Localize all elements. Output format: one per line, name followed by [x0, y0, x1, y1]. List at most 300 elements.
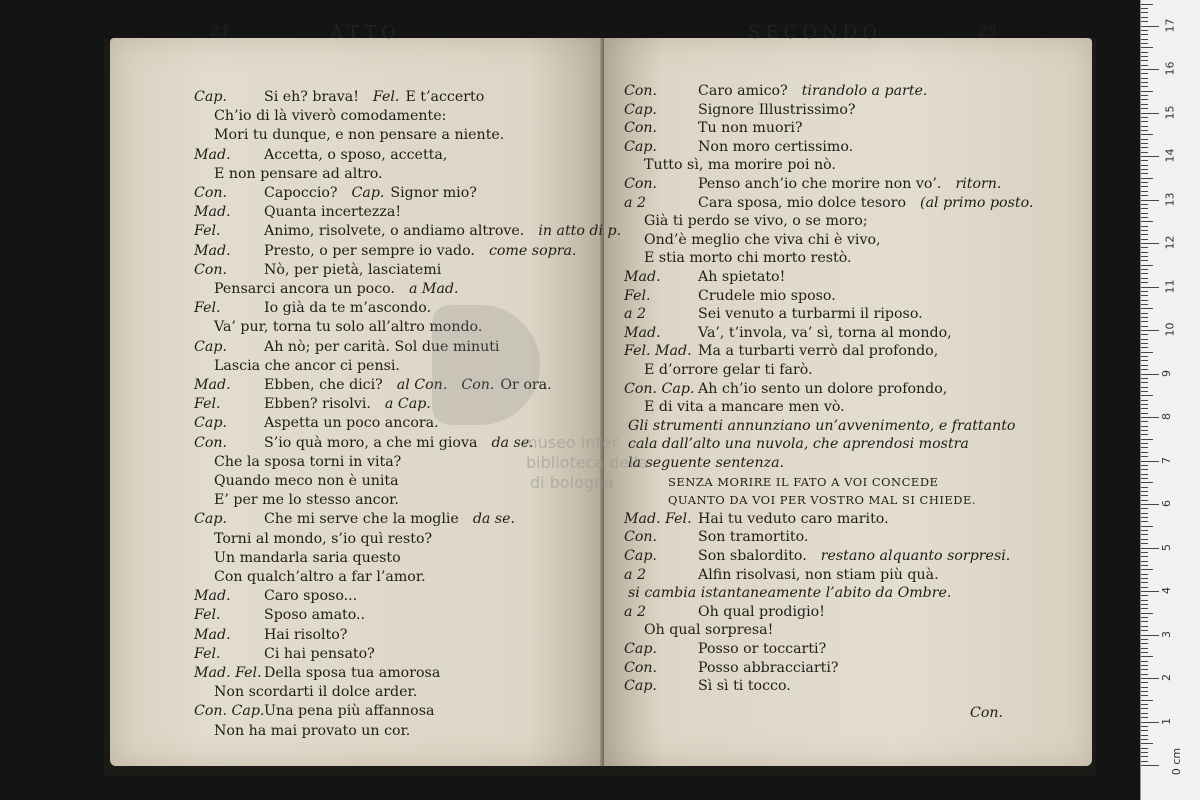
right-verse-line: Signore Illustrissimo?	[698, 101, 856, 118]
left-speaker: Fel.	[194, 607, 221, 624]
ruler-number: 13	[1163, 192, 1177, 206]
left-verse-line: Torni al mondo, s’io quì resto?	[214, 530, 433, 547]
right-verse-line: Ma a turbarti verrò dal profondo,	[698, 343, 939, 360]
right-speaker: Fel. Mad.	[624, 343, 692, 360]
ruler-tick	[1141, 374, 1159, 375]
left-verse-line: Non ha mai provato un cor.	[214, 722, 411, 739]
ruler-tick	[1141, 413, 1148, 414]
left-verse-line: Capoccio?	[264, 185, 338, 201]
right-verse-line: E stia morto chi morto restò.	[644, 250, 852, 267]
ruler-tick	[1141, 521, 1148, 522]
right-verse-line: Ah ch’io sento un dolore profondo,	[698, 380, 948, 397]
ruler-tick	[1141, 78, 1148, 79]
ruler-tick	[1141, 360, 1148, 361]
right-stage-direction: tirandolo a parte.	[801, 83, 928, 99]
left-verse-line: Caro sposo...	[264, 588, 358, 605]
right-verse-line: Già ti perdo se vivo, o se moro;	[644, 213, 868, 230]
ruler-tick	[1141, 604, 1148, 605]
right-speaker: Cap.	[624, 641, 657, 657]
left-stage-direction: al Con.	[396, 377, 448, 393]
left-verse-line: Io già da te m’ascondo.	[264, 300, 432, 317]
ruler-tick	[1141, 595, 1148, 596]
ruler-tick	[1141, 134, 1153, 135]
ruler-tick	[1141, 430, 1148, 431]
ruler-tick	[1141, 578, 1148, 579]
left-speaker: Mad.	[194, 242, 231, 259]
ruler-tick	[1141, 12, 1148, 13]
ruler-tick	[1141, 287, 1159, 288]
left-verse-line: Animo, risolvete, o andiamo altrove.	[264, 223, 525, 240]
right-stage-direction: Gli strumenti annunziano un’avvenimento, e frattanto	[628, 417, 1016, 434]
ruler-tick	[1141, 343, 1148, 344]
watermark-line-2: biblioteca della	[526, 453, 648, 472]
right-speaker: a 2	[624, 306, 646, 323]
ruler-tick	[1141, 139, 1148, 140]
ruler-tick	[1141, 735, 1148, 736]
right-speaker: Cap.	[624, 101, 657, 118]
ruler-tick	[1141, 243, 1159, 244]
right-verse-line: Ah spietato!	[698, 269, 786, 285]
ruler-tick	[1141, 713, 1148, 714]
ruler-tick	[1141, 722, 1159, 723]
ruler-number: 4	[1160, 587, 1173, 594]
right-speaker: Con.	[624, 659, 658, 676]
watermark-line-1: museo inter	[522, 433, 619, 452]
ruler-tick	[1141, 630, 1148, 631]
right-speaker: Mad.	[624, 324, 661, 341]
ruler-tick	[1141, 169, 1148, 170]
ruler-tick	[1141, 234, 1148, 235]
right-speaker: a 2	[624, 194, 646, 211]
ruler-tick	[1141, 474, 1148, 475]
ruler-tick	[1141, 147, 1148, 148]
ruler-tick	[1141, 408, 1148, 409]
ruler-tick	[1141, 665, 1148, 666]
ruler-tick	[1141, 443, 1148, 444]
ruler-tick	[1141, 143, 1148, 144]
left-speaker: Cap.	[194, 338, 227, 355]
ruler-tick	[1141, 378, 1148, 379]
left-verse-line: Accetta, o sposo, accetta,	[264, 146, 448, 163]
right-stage-direction: restano alquanto sorpresi.	[820, 548, 1011, 564]
right-verse-line: Hai tu veduto caro marito.	[698, 510, 889, 527]
ruler-tick	[1141, 317, 1148, 318]
ruler-tick	[1141, 465, 1148, 466]
right-stage-direction: si cambia istantaneamente l’abito da Ombre.	[628, 585, 952, 602]
right-verse-line: Ond’è meglio che viva chi è vivo,	[644, 231, 881, 248]
ruler-tick	[1141, 626, 1148, 627]
ruler-tick	[1141, 600, 1148, 601]
ruler-tick	[1141, 682, 1148, 683]
left-speaker: Mad.	[194, 377, 231, 393]
left-verse-line: Quanta incertezza!	[264, 204, 402, 221]
left-verse-line: Ci hai pensato?	[264, 645, 375, 662]
left-speaker: Con.	[194, 434, 228, 451]
ruler-number: 2	[1160, 674, 1173, 681]
ruler-tick	[1141, 195, 1148, 196]
ruler-tick	[1141, 186, 1148, 187]
left-stage-direction: in atto di p.	[538, 223, 622, 240]
ruler-tick	[1141, 226, 1148, 227]
ruler-tick	[1141, 421, 1148, 422]
right-verse-line: QUANTO DA VOI PER VOSTRO MAL SI CHIEDE.	[668, 493, 977, 508]
ruler-tick	[1141, 482, 1153, 483]
ruler-number: 14	[1163, 148, 1177, 163]
ruler-tick	[1141, 247, 1148, 248]
ruler-tick	[1141, 152, 1148, 153]
ruler-tick	[1141, 400, 1148, 401]
ruler-tick	[1141, 478, 1148, 479]
ruler-tick	[1141, 34, 1148, 35]
ruler-tick	[1141, 539, 1148, 540]
ruler-tick	[1141, 113, 1159, 114]
left-speaker: Fel.	[194, 396, 221, 413]
ruler-tick	[1141, 643, 1148, 644]
ruler-tick	[1141, 52, 1148, 53]
ruler-tick	[1141, 661, 1148, 662]
ruler-tick	[1141, 495, 1148, 496]
left-speaker: Con.	[194, 185, 228, 201]
ruler-tick	[1141, 204, 1148, 205]
ruler-tick	[1141, 43, 1148, 44]
left-speaker: Mad. Fel.	[194, 665, 262, 681]
ruler-tick	[1141, 99, 1148, 100]
ruler-tick	[1141, 260, 1148, 261]
ruler-tick	[1141, 621, 1148, 622]
right-speaker: Cap.	[624, 678, 657, 695]
ruler-tick	[1141, 95, 1148, 96]
ruler-number: 6	[1160, 500, 1173, 507]
ruler-tick	[1141, 282, 1148, 283]
left-verse-line: Mori tu dunque, e non pensare a niente.	[214, 127, 505, 144]
ruler-tick	[1141, 265, 1153, 266]
right-stage-direction: cala dall’alto una nuvola, che aprendosi mostra	[628, 436, 969, 453]
catchword: Con.	[970, 705, 1004, 721]
ruler-tick	[1141, 4, 1153, 5]
ruler-tick	[1141, 30, 1148, 31]
ruler-tick	[1141, 278, 1148, 279]
ruler-number: 5	[1160, 543, 1173, 551]
ruler-number: 11	[1163, 279, 1177, 293]
left-verse-line: Aspetta un poco ancora.	[264, 415, 439, 432]
left-speaker: Cap.	[351, 185, 385, 201]
ruler-tick	[1141, 291, 1148, 292]
ruler-number: 17	[1163, 18, 1177, 32]
ruler-tick	[1141, 548, 1159, 549]
left-verse-line: Or ora.	[500, 377, 552, 393]
right-verse-line: Tu non muori?	[698, 120, 803, 137]
ruler-tick	[1141, 582, 1148, 583]
right-verse-line: Alfin risolvasi, non stiam più quà.	[698, 566, 939, 583]
right-verse-line: E d’orrore gelar ti farò.	[644, 362, 813, 378]
right-stage-direction: (al primo posto.	[920, 194, 1034, 211]
ruler-tick	[1141, 639, 1148, 640]
ruler-tick	[1141, 330, 1159, 331]
ruler-tick	[1141, 178, 1153, 179]
left-speaker: Mad.	[194, 146, 231, 163]
left-verse-line: E t’accerto	[405, 89, 485, 105]
right-stage-direction: ritorn.	[955, 176, 1002, 192]
ruler-tick	[1141, 391, 1148, 392]
ruler-tick	[1141, 200, 1159, 201]
ruler-tick	[1141, 591, 1159, 592]
ruler-tick	[1141, 73, 1148, 74]
ruler-tick	[1141, 613, 1153, 614]
ruler-tick	[1141, 56, 1148, 57]
ruler-tick	[1141, 60, 1148, 61]
left-speaker: Mad.	[194, 626, 231, 643]
ruler-tick	[1141, 300, 1148, 301]
ruler-tick	[1141, 404, 1148, 405]
ruler-tick	[1141, 695, 1148, 696]
ruler-tick	[1141, 765, 1159, 766]
ruler-tick	[1141, 434, 1148, 435]
ruler-tick	[1141, 256, 1148, 257]
left-verse-line: Lascia che ancor ci pensi.	[214, 357, 400, 374]
ruler-tick	[1141, 517, 1148, 518]
left-speaker: Fel.	[372, 89, 400, 105]
right-verse-line: Son sbalordito.	[698, 548, 807, 564]
left-verse-line: Ah nò; per carità. Sol due minuti	[264, 338, 500, 355]
right-speaker: a 2	[624, 603, 646, 620]
ruler-tick	[1141, 230, 1148, 231]
right-speaker: Fel.	[624, 287, 651, 304]
ruler-number: 1	[1160, 717, 1173, 725]
ruler-tick	[1141, 173, 1148, 174]
ruler-number: 3	[1160, 630, 1173, 638]
right-speaker: Cap.	[624, 548, 657, 564]
ruler-tick	[1141, 221, 1153, 222]
left-speaker: Mad.	[194, 588, 231, 605]
left-speaker: Cap.	[194, 511, 227, 528]
left-stage-direction: come sopra.	[488, 242, 577, 259]
right-page-header: SECONDO	[748, 22, 882, 43]
ruler-tick	[1141, 752, 1148, 753]
ruler-tick	[1141, 652, 1148, 653]
ruler-tick	[1141, 39, 1148, 40]
ruler-tick	[1141, 156, 1159, 157]
ruler-tick	[1141, 439, 1153, 440]
right-verse-line: Posso abbracciarti?	[698, 659, 839, 676]
left-stage-direction: a Mad.	[408, 281, 459, 297]
left-speaker: Mad.	[194, 204, 231, 221]
ruler-tick	[1141, 569, 1153, 570]
ruler-tick	[1141, 452, 1148, 453]
ruler-tick	[1141, 687, 1148, 688]
ruler-tick	[1141, 556, 1148, 557]
left-speaker: Cap.	[194, 89, 227, 105]
ruler-number: 9	[1160, 369, 1173, 377]
ruler-tick	[1141, 382, 1148, 383]
ruler-tick	[1141, 530, 1148, 531]
left-speaker: Fel.	[194, 645, 221, 662]
right-speaker: Con.	[624, 83, 658, 99]
ruler-tick	[1141, 543, 1148, 544]
right-verse-line: Va’, t’invola, va’ sì, torna al mondo,	[698, 324, 952, 341]
ruler-tick	[1141, 239, 1148, 240]
right-verse-line: E di vita a mancare men vò.	[644, 399, 845, 416]
ruler-tick	[1141, 295, 1148, 296]
left-verse-line: Nò, per pietà, lasciatemi	[264, 261, 442, 278]
ruler-tick	[1141, 469, 1148, 470]
ruler-tick	[1141, 678, 1159, 679]
left-verse-line: Quando meco non è unita	[214, 473, 399, 489]
right-stage-direction: la seguente sentenza.	[628, 455, 785, 471]
left-verse-line: Ebben, che dici?	[264, 377, 383, 393]
ruler-tick	[1141, 717, 1148, 718]
ruler-tick	[1141, 326, 1148, 327]
ruler-tick	[1141, 217, 1148, 218]
ruler-tick	[1141, 635, 1159, 636]
left-speaker: Con.	[461, 377, 495, 393]
ruler-tick	[1141, 130, 1148, 131]
left-page-header: ATTO	[330, 22, 402, 43]
left-speaker: Con.	[194, 261, 228, 278]
left-speaker: Cap.	[194, 415, 227, 432]
ruler-number: 16	[1163, 61, 1177, 76]
ruler-tick	[1141, 252, 1148, 253]
left-verse-line: Presto, o per sempre io vado.	[264, 242, 475, 259]
ruler-tick	[1141, 17, 1148, 18]
ruler-tick	[1141, 617, 1148, 618]
ruler-tick	[1141, 91, 1153, 92]
left-verse-line: Non scordarti il dolce arder.	[214, 684, 418, 701]
ruler-tick	[1141, 739, 1148, 740]
left-speaker: Con. Cap.	[194, 703, 265, 720]
ruler-tick	[1141, 313, 1148, 314]
ruler-tick	[1141, 504, 1159, 505]
ruler-tick	[1141, 704, 1148, 705]
measuring-ruler	[1140, 0, 1200, 800]
left-stage-direction: da se.	[472, 511, 516, 528]
ruler-tick	[1141, 356, 1148, 357]
ruler-tick	[1141, 47, 1153, 48]
ruler-tick	[1141, 552, 1148, 553]
ruler-number: 12	[1163, 235, 1177, 250]
right-speaker: Con.	[624, 120, 658, 137]
right-verse-line: Oh qual prodigio!	[698, 603, 825, 620]
ruler-tick	[1141, 308, 1153, 309]
ruler-tick	[1141, 104, 1148, 105]
left-verse-line: Hai risolto?	[264, 626, 348, 643]
right-verse-line: SENZA MORIRE IL FATO A VOI CONCEDE	[668, 474, 939, 489]
right-verse-line: Posso or toccarti?	[698, 641, 827, 657]
ruler-tick	[1141, 708, 1148, 709]
ruler-tick	[1141, 369, 1148, 370]
left-verse-line: Una pena più affannosa	[264, 703, 435, 720]
right-speaker: Con. Cap.	[624, 380, 695, 397]
ruler-tick	[1141, 648, 1148, 649]
ruler-tick	[1141, 86, 1148, 87]
ruler-tick	[1141, 165, 1148, 166]
right-verse-line: Cara sposa, mio dolce tesoro	[698, 194, 907, 211]
ruler-tick	[1141, 334, 1148, 335]
left-verse-line: S’io quà moro, a che mi giova	[264, 434, 478, 451]
ruler-tick	[1141, 756, 1148, 757]
ruler-tick	[1141, 191, 1148, 192]
right-verse-line: Penso anch’io che morire non vo’.	[698, 176, 942, 192]
ruler-tick	[1141, 387, 1148, 388]
ruler-tick	[1141, 674, 1148, 675]
right-verse-line: Caro amico?	[698, 83, 788, 99]
ruler-tick	[1141, 182, 1148, 183]
left-verse-line: Si eh? brava!	[264, 89, 359, 105]
right-page-number: 25	[978, 22, 998, 40]
right-speaker: Mad. Fel.	[624, 510, 692, 527]
ruler-tick	[1141, 273, 1148, 274]
ruler-tick	[1141, 726, 1148, 727]
left-verse-line: Che mi serve che la moglie	[264, 511, 459, 528]
left-speaker: Fel.	[194, 300, 221, 317]
left-verse-line: Pensarci ancora un poco.	[214, 281, 395, 297]
ruler-tick	[1141, 426, 1148, 427]
right-speaker: Mad.	[624, 269, 661, 285]
ruler-tick	[1141, 26, 1159, 27]
right-verse-line: Sei venuto a turbarmi il riposo.	[698, 306, 923, 323]
right-verse-line: Tutto sì, ma morire poi nò.	[644, 157, 836, 174]
ruler-tick	[1141, 208, 1148, 209]
ruler-number: 10	[1163, 322, 1177, 337]
left-verse-line: E’ per me lo stesso ancor.	[214, 492, 399, 509]
ruler-tick	[1141, 117, 1148, 118]
ruler-tick	[1141, 743, 1153, 744]
ruler-tick	[1141, 534, 1148, 535]
right-verse-line: Sì sì ti tocco.	[698, 678, 791, 695]
ruler-tick	[1141, 213, 1148, 214]
ruler-tick	[1141, 447, 1148, 448]
left-speaker: Fel.	[194, 223, 221, 240]
right-speaker: Con.	[624, 176, 658, 192]
left-verse-line: E non pensare ad altro.	[214, 165, 383, 182]
ruler-tick	[1141, 304, 1148, 305]
right-speaker: a 2	[624, 566, 646, 583]
right-verse-line: Non moro certissimo.	[698, 138, 854, 155]
ruler-tick	[1141, 761, 1148, 762]
ruler-tick	[1141, 526, 1153, 527]
left-verse-line: Signor mio?	[390, 185, 477, 201]
ruler-tick	[1141, 565, 1148, 566]
ruler-tick	[1141, 513, 1148, 514]
ruler-tick	[1141, 8, 1148, 9]
ruler-tick	[1141, 82, 1148, 83]
ruler-tick	[1141, 417, 1159, 418]
left-stage-direction: a Cap.	[384, 396, 431, 413]
ruler-tick	[1141, 561, 1148, 562]
right-verse-line: Son tramortito.	[698, 529, 809, 546]
ruler-tick	[1141, 121, 1148, 122]
ruler-tick	[1141, 700, 1153, 701]
ruler-tick	[1141, 126, 1148, 127]
ruler-tick	[1141, 456, 1148, 457]
ruler-tick	[1141, 748, 1148, 749]
right-speaker: Con.	[624, 529, 658, 546]
ruler-tick	[1141, 352, 1153, 353]
ruler-tick	[1141, 587, 1148, 588]
ruler-tick	[1141, 321, 1148, 322]
left-stage-direction: da se.	[491, 434, 534, 451]
right-speaker: Cap.	[624, 138, 657, 155]
right-verse-line: Oh qual sorpresa!	[644, 622, 774, 639]
ruler-tick	[1141, 691, 1148, 692]
ruler-tick	[1141, 395, 1153, 396]
ruler-tick	[1141, 461, 1159, 462]
ruler-tick	[1141, 365, 1148, 366]
ruler-tick	[1141, 669, 1148, 670]
ruler-tick	[1141, 21, 1148, 22]
ruler-tick	[1141, 608, 1148, 609]
ruler-tick	[1141, 500, 1148, 501]
left-verse-line: Che la sposa torni in vita?	[214, 453, 402, 470]
